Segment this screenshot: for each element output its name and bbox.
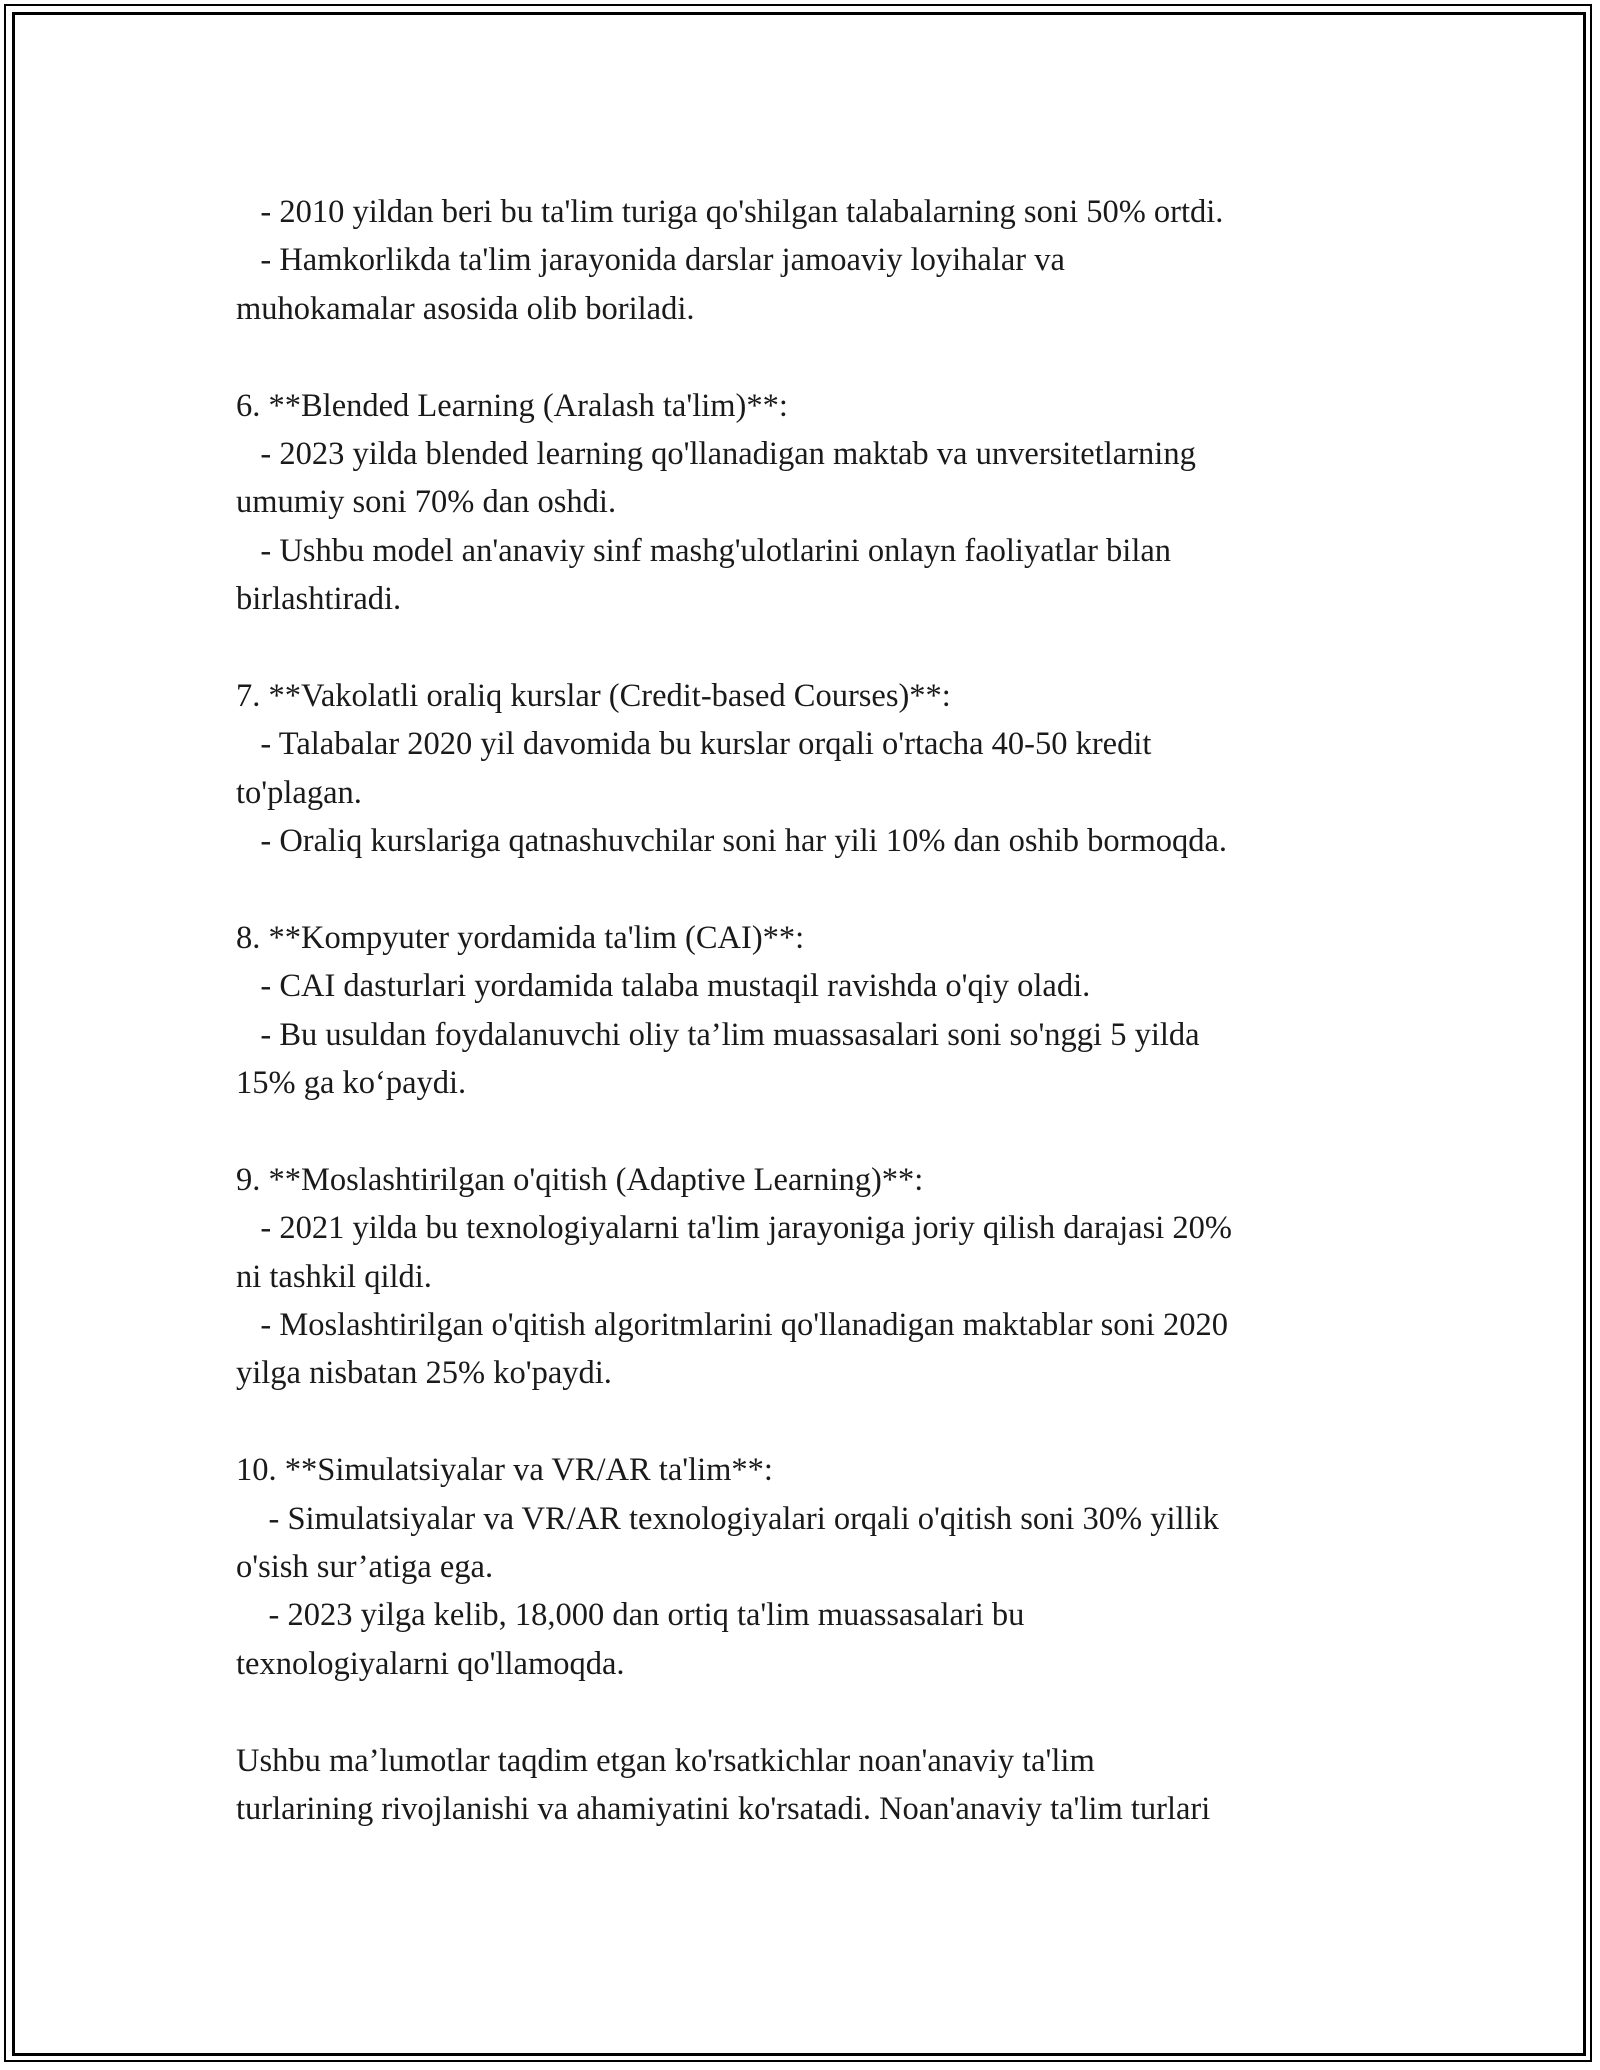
- text-line: yilga nisbatan 25% ko'paydi.: [236, 1355, 612, 1392]
- text-line: - 2023 yilda blended learning qo'llanadigan maktab va unversitetlarning: [236, 435, 1196, 472]
- text-line: - Simulatsiyalar va VR/AR texnologiyalari orqali o'qitish soni 30% yillik: [236, 1500, 1219, 1537]
- blank-line: [236, 333, 1386, 381]
- text-line: umumiy soni 70% dan oshdi.: [236, 484, 617, 521]
- text-line: - Ushbu model an'anaviy sinf mashg'ulotlarini onlayn faoliyatlar bilan: [236, 532, 1172, 569]
- text-line: - CAI dasturlari yordamida talaba mustaqil ravishda o'qiy oladi.: [236, 968, 1091, 1005]
- blank-line: [236, 1398, 1386, 1446]
- conclusion-line: turlarining rivojlanishi va ahamiyatini ko'rsatadi. Noan'anaviy ta'lim turlari: [236, 1790, 1211, 1827]
- text-line: - 2023 yilga kelib, 18,000 dan ortiq ta'lim muassasalari bu: [236, 1597, 1025, 1634]
- section-heading-8: 8. **Kompyuter yordamida ta'lim (CAI)**:: [236, 919, 805, 956]
- text-line: birlashtiradi.: [236, 581, 402, 618]
- text-line: - 2021 yilda bu texnologiyalarni ta'lim jarayoniga joriy qilish darajasi 20%: [236, 1210, 1232, 1247]
- document-body: [236, 188, 1386, 1833]
- section-heading-6: 6. **Blended Learning (Aralash ta'lim)**:: [236, 387, 788, 424]
- section-heading-9: 9. **Moslashtirilgan o'qitish (Adaptive Learning)**:: [236, 1161, 924, 1198]
- text-line: o'sish sur’atiga ega.: [236, 1548, 494, 1585]
- conclusion-line: Ushbu ma’lumotlar taqdim etgan ko'rsatkichlar noan'anaviy ta'lim: [236, 1742, 1095, 1779]
- text-line: - 2010 yildan beri bu ta'lim turiga qo'shilgan talabalarning soni 50% ortdi.: [236, 194, 1224, 230]
- text-line: to'plagan.: [236, 774, 362, 811]
- blank-line: [236, 1688, 1386, 1736]
- text-line: ni tashkil qildi.: [236, 1258, 432, 1295]
- section-heading-7: 7. **Vakolatli oraliq kurslar (Credit-based Courses)**:: [236, 677, 951, 714]
- blank-line: [236, 624, 1386, 672]
- text-line: - Moslashtirilgan o'qitish algoritmlarini qo'llanadigan maktablar soni 2020: [236, 1306, 1228, 1343]
- text-line: - Talabalar 2020 yil davomida bu kurslar orqali o'rtacha 40-50 kredit: [236, 726, 1152, 763]
- text-line: - Oraliq kurslariga qatnashuvchilar soni har yili 10% dan oshib bormoqda.: [236, 823, 1228, 860]
- blank-line: [236, 865, 1386, 913]
- section-heading-10: 10. **Simulatsiyalar va VR/AR ta'lim**:: [236, 1452, 773, 1489]
- text-line: muhokamalar asosida olib boriladi.: [236, 290, 695, 327]
- text-line: texnologiyalarni qo'llamoqda.: [236, 1645, 625, 1682]
- text-line: - Bu usuldan foydalanuvchi oliy ta’lim muassasalari soni so'nggi 5 yilda: [236, 1016, 1200, 1053]
- text-line: - Hamkorlikda ta'lim jarayonida darslar jamoaviy loyihalar va: [236, 242, 1065, 279]
- blank-line: [236, 1107, 1386, 1155]
- text-line: 15% ga ko‘paydi.: [236, 1065, 467, 1102]
